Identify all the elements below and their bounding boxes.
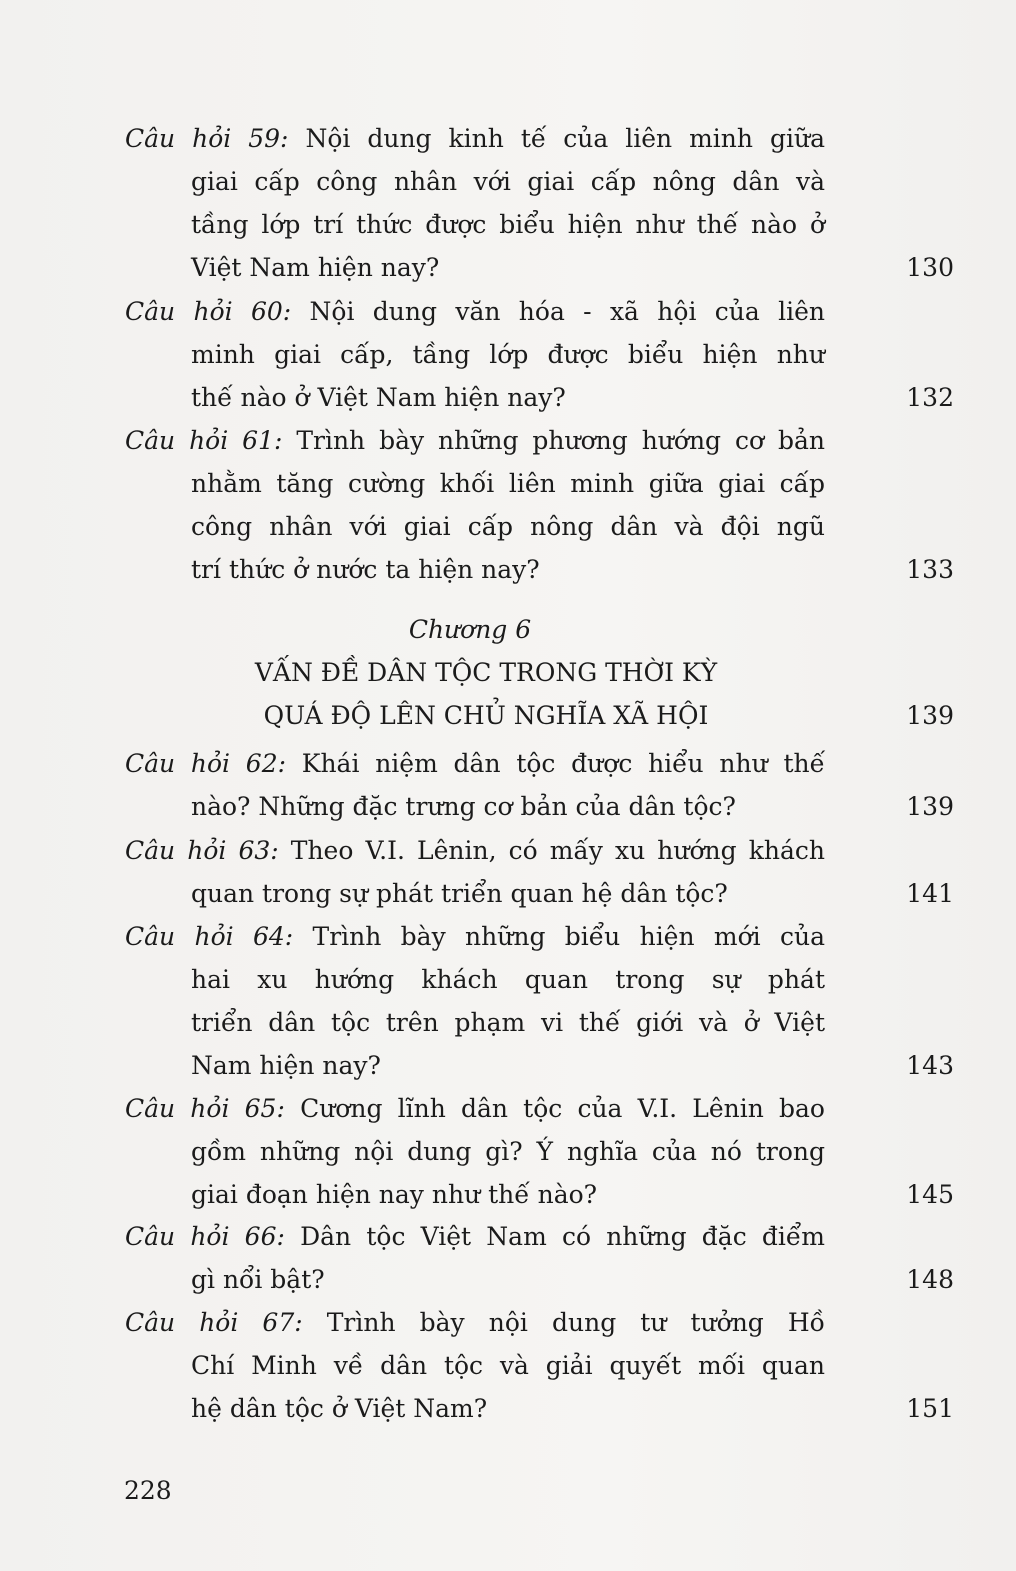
question-text: Trình bày những phương hướng cơ bản — [296, 426, 825, 455]
question-text: Theo V.I. Lênin, có mấy xu hướng khách — [290, 836, 825, 865]
toc-entry-66-line-2: gì nổi bật? — [191, 1265, 325, 1294]
toc-entry-65-page: 145 — [906, 1180, 954, 1209]
toc-entry-64-line-1 — [125, 916, 825, 958]
question-text: Dân tộc Việt Nam có những đặc điểm — [300, 1222, 825, 1251]
toc-entry-64-line-4: Nam hiện nay? — [191, 1051, 381, 1080]
question-label: Câu hỏi 62: — [125, 749, 287, 778]
toc-entry-60-page: 132 — [906, 383, 954, 412]
toc-entry-65-line-3: giai đoạn hiện nay như thế nào? — [191, 1180, 598, 1209]
chapter-page: 139 — [906, 701, 954, 730]
toc-entry-61-line-3: công nhân với giai cấp nông dân và đội ngũ — [191, 512, 825, 541]
toc-entry-62-page: 139 — [906, 792, 954, 821]
question-label: Câu hỏi 67: — [125, 1308, 303, 1337]
toc-entry-67-page: 151 — [906, 1394, 954, 1423]
question-text: Cương lĩnh dân tộc của V.I. Lênin bao — [300, 1094, 825, 1123]
toc-entry-61-line-2: nhằm tăng cường khối liên minh giữa giai cấp — [191, 469, 825, 498]
toc-entry-64-page: 143 — [906, 1051, 954, 1080]
question-text: Trình bày những biểu hiện mới của — [312, 922, 826, 951]
toc-entry-62-line-1 — [125, 743, 825, 785]
toc-entry-63-line-1 — [125, 830, 825, 872]
toc-entry-61-line-1 — [125, 420, 825, 462]
toc-entry-67-line-2: Chí Minh về dân tộc và giải quyết mối quan — [191, 1351, 825, 1380]
question-label: Câu hỏi 59: — [125, 124, 289, 153]
toc-entry-64-line-2: hai xu hướng khách quan trong sự phát — [191, 965, 825, 994]
question-text: Nội dung văn hóa - xã hội của liên — [309, 297, 825, 326]
toc-entry-63-line-2: quan trong sự phát triển quan hệ dân tộc? — [191, 879, 728, 908]
toc-entry-59-line-1 — [125, 118, 825, 160]
toc-entry-65-line-2: gồm những nội dung gì? Ý nghĩa của nó trong — [191, 1137, 825, 1166]
toc-entry-59-page: 130 — [906, 253, 954, 282]
question-label: Câu hỏi 63: — [125, 836, 279, 865]
toc-entry-61-line-4: trí thức ở nước ta hiện nay? — [191, 555, 540, 584]
toc-entry-62-line-2: nào? Những đặc trưng cơ bản của dân tộc? — [191, 792, 736, 821]
question-text: Khái niệm dân tộc được hiểu như thế — [301, 749, 825, 778]
question-label: Câu hỏi 66: — [125, 1222, 285, 1251]
toc-entry-64-line-3: triển dân tộc trên phạm vi thế giới và ở Việt — [191, 1008, 825, 1037]
toc-entry-59-line-3: tầng lớp trí thức được biểu hiện như thế nào ở — [191, 210, 825, 239]
toc-entry-60-line-2: minh giai cấp, tầng lớp được biểu hiện như — [191, 340, 825, 369]
question-text: Trình bày nội dung tư tưởng Hồ — [326, 1308, 825, 1337]
toc-entry-66-line-1 — [125, 1216, 825, 1258]
question-label: Câu hỏi 61: — [125, 426, 283, 455]
toc-entry-67-line-1 — [125, 1302, 825, 1344]
toc-entry-60-line-1 — [125, 291, 825, 333]
question-text: Nội dung kinh tế của liên minh giữa — [305, 124, 825, 153]
toc-entry-59-line-4: Việt Nam hiện nay? — [191, 253, 440, 282]
question-label: Câu hỏi 65: — [125, 1094, 285, 1123]
toc-entry-60-line-3: thế nào ở Việt Nam hiện nay? — [191, 383, 566, 412]
page-number: 228 — [124, 1476, 172, 1505]
chapter-label: Chương 6 — [408, 615, 532, 644]
toc-entry-65-line-1 — [125, 1088, 825, 1130]
toc-entry-59-line-2: giai cấp công nhân với giai cấp nông dân và — [191, 167, 825, 196]
toc-entry-61-page: 133 — [906, 555, 954, 584]
toc-entry-63-page: 141 — [906, 879, 954, 908]
question-label: Câu hỏi 60: — [125, 297, 292, 326]
toc-entry-66-page: 148 — [906, 1265, 954, 1294]
toc-entry-67-line-3: hệ dân tộc ở Việt Nam? — [191, 1394, 488, 1423]
chapter-title-line-1: VẤN ĐỀ DÂN TỘC TRONG THỜI KỲ — [254, 658, 718, 687]
chapter-title-line-2: QUÁ ĐỘ LÊN CHỦ NGHĨA XÃ HỘI — [263, 701, 709, 730]
question-label: Câu hỏi 64: — [125, 922, 294, 951]
